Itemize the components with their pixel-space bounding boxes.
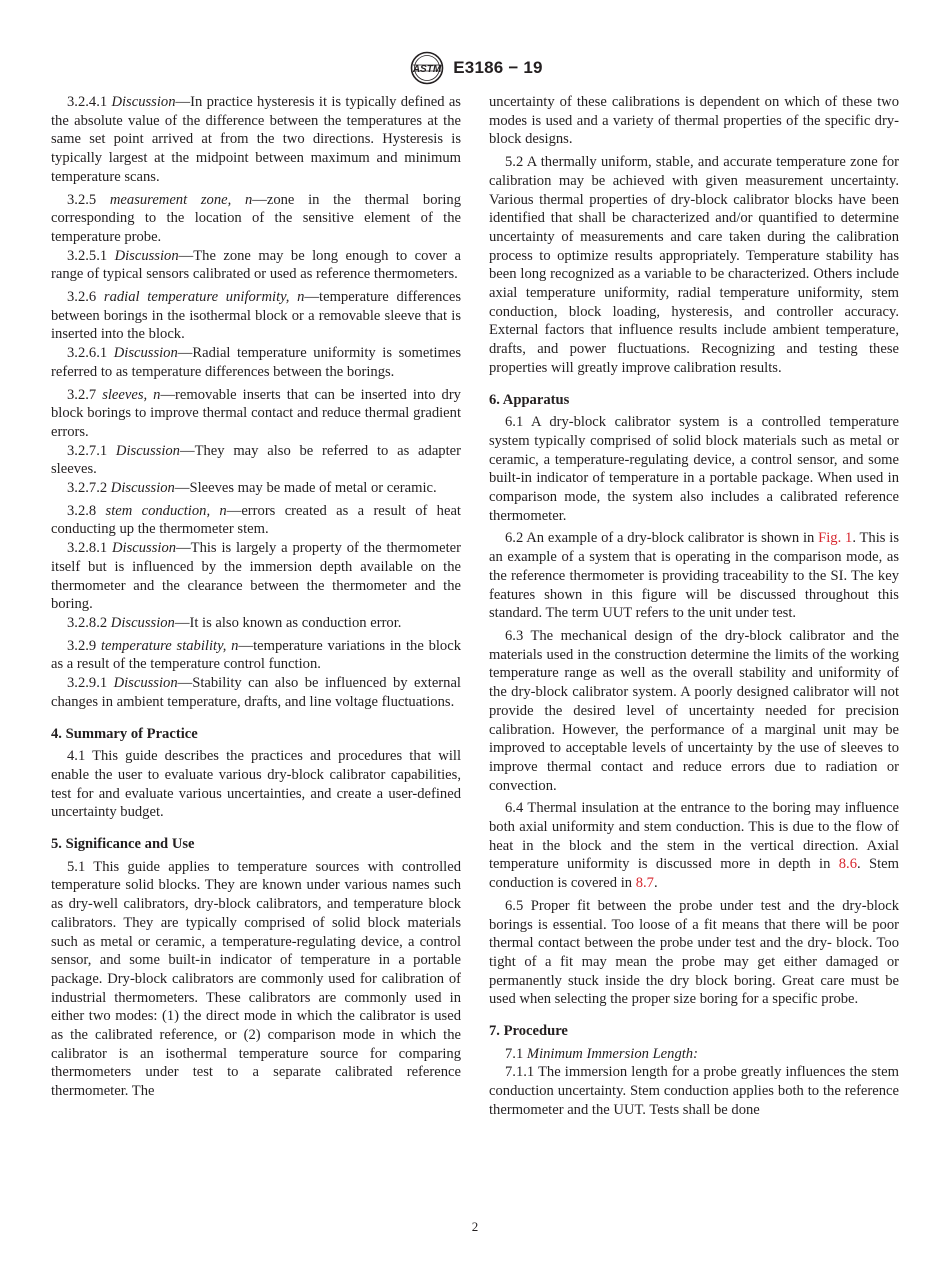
para-3-2-5: 3.2.5 measurement zone, n—zone in the thermal boring corresponding to the location of the sensitive element of the temperature probe. bbox=[51, 191, 462, 245]
page-header bbox=[0, 50, 950, 86]
para-7-1: 7.1 Minimum Immersion Length: bbox=[505, 1045, 698, 1062]
left-column bbox=[51, 93, 461, 1101]
astm-logo bbox=[407, 51, 447, 85]
para-3-2-8-1: 3.2.8.1 Discussion—This is largely a property of the thermometer itself but is influenced by the immersion depth available on the thermometer and the clearance between the thermometer and the boring. bbox=[51, 540, 461, 613]
para-3-2-7: 3.2.7 sleeves, n—removable inserts that can be inserted into dry block borings to improve thermal contact and reduce thermal gradient errors. bbox=[51, 386, 461, 440]
para-6-3: 6.3 The mechanical design of the dry-block calibrator and the materials used in the construction determine the limits of the working temperature range as well as the overall stability and uniformity of the dry-block calibrator system. A poorly designed calibrator will not provide the desired level of uncertainty needed for precision calibration. However, the performance of a marginal unit may be improved to acceptable levels of uncertainty by the use of sleeves to improve thermal contact and reduce errors due to radiation or convection. bbox=[489, 627, 899, 794]
section-heading-6: 6. Apparatus bbox=[489, 391, 570, 408]
para-6-5: 6.5 Proper fit between the probe under test and the dry-block borings is essential. Too loose of a fit means that there will be poor thermal contact between the probe under test and the dry- block. Too tight of a fit may mean the probe may get either damaged or permanently stuck inside the dry block boring. Great care must be used when selecting the proper size boring for a specific probe. bbox=[489, 897, 899, 1008]
document-number: E3186 − 19 bbox=[453, 58, 543, 77]
para-6-4: 6.4 Thermal insulation at the entrance to the boring may influence both axial uniformity and stem conduction. This is due to the flow of heat in the block and the stem in the vertical direction. Axial temperature uniformity is discussed more in depth in 8.6. Stem conduction is covered in 8.7. bbox=[489, 800, 900, 892]
para-4-1: 4.1 This guide describes the practices and procedures that will enable the user to evaluate various dry-block calibrator capabilities, test for and evaluate various uncertainties, and create a user-defined uncertainty budget. bbox=[51, 748, 461, 821]
para-3-2-6-1: 3.2.6.1 Discussion—Radial temperature uniformity is sometimes referred to as temperature differences between the borings. bbox=[51, 345, 462, 380]
section-heading-7: 7. Procedure bbox=[489, 1023, 568, 1040]
para-3-2-9-1: 3.2.9.1 Discussion—Stability can also be influenced by external changes in ambient temperature, drafts, and line voltage fluctuations. bbox=[51, 675, 461, 710]
section-heading-5: 5. Significance and Use bbox=[51, 836, 195, 853]
para-3-2-8: 3.2.8 stem conduction, n—errors created as a result of heat conducting up the thermometer stem. bbox=[51, 502, 461, 538]
para-6-2: 6.2 An example of a dry-block calibrator is shown in Fig. 1. This is an example of a system that is operating in the comparison mode, as the reference thermometer is providing traceability to the SI. The key features shown in this figure will be discussed throughout this standard. The term UUT refers to the unit under test. bbox=[489, 530, 899, 622]
para-3-2-7-2: 3.2.7.2 Discussion—Sleeves may be made of metal or ceramic. bbox=[67, 480, 437, 497]
para-3-2-5-1: 3.2.5.1 Discussion—The zone may be long enough to cover a range of typical sensors calibrated or used as reference thermometers. bbox=[51, 247, 461, 283]
para-5-1: 5.1 This guide applies to temperature sources with controlled temperature solid blocks. They are known under various names such as dry-well calibrators, dry-block calibrators, and temperature block calibrators. They are typically comprised of solid block materials such as metal or ceramic, a temperature-regulating device, a control sensor, and some built-in indicator of temperature in a portable package. Dry-block calibrators are commonly used for calibration of industrial thermometers. These calibrators are commonly used in either two modes: (1) the direct mode in which the calibrator is used as the calibrated reference, or (2) comparison mode in which the calibrator is an isothermal temperature source for comparing thermometers under test to a separate calibrated reference thermometer. The bbox=[51, 858, 461, 1100]
right-column bbox=[489, 93, 899, 1120]
para-3-2-8-2: 3.2.8.2 Discussion—It is also known as conduction error. bbox=[67, 614, 402, 631]
svg-text:ASTM: ASTM bbox=[413, 64, 442, 75]
para-3-2-6: 3.2.6 radial temperature uniformity, n—temperature differences between borings in the isothermal block or a removable sleeve that is inserted into the block. bbox=[51, 289, 461, 343]
para-5-1-continued: uncertainty of these calibrations is dependent on which of these two modes is used and a variety of thermal properties of the specific dry-block designs. bbox=[489, 94, 899, 148]
para-6-1: 6.1 A dry-block calibrator system is a controlled temperature system typically comprised of solid block materials such as metal or ceramic, a temperature-regulating device, a control sensor, and some built-in indicator of temperature in a portable package. When used in comparison mode, the system also includes a calibrated reference thermometer. bbox=[489, 414, 899, 524]
page-number: 2 bbox=[471, 1219, 479, 1234]
para-3-2-9: 3.2.9 temperature stability, n—temperature variations in the block as a result of the temperature control function. bbox=[51, 637, 461, 673]
section-8-7-link[interactable]: 8.7 bbox=[635, 875, 654, 892]
section-heading-4: 4. Summary of Practice bbox=[51, 725, 198, 742]
para-7-1-1: 7.1.1 The immersion length for a probe greatly influences the stem conduction uncertainty. Stem conduction applies both to the reference thermometer and the UUT. Tests shall be done bbox=[489, 1064, 899, 1118]
para-3-2-7-1: 3.2.7.1 Discussion—They may also be referred to as adapter sleeves. bbox=[51, 442, 461, 478]
para-5-2: 5.2 A thermally uniform, stable, and accurate temperature zone for calibration may be achieved with given measurement uncertainty. Various thermal properties of dry-block calibrator blocks have been identified that shall be characterized and/or quantified to determine uncertainty of measurements and care taken during the calibration process to optimize results appropriately. Temperature stability has been long recognized as a variable to be characterized. Others include axial temperature uniformity, radial temperature uniformity, stem conduction, block loading, hysteresis, and controller accuracy. External factors that influence results include ambient temperature, drafts, and power fluctuations. Recognizing and testing these properties will greatly improve calibration results. bbox=[489, 154, 899, 376]
fig-1-link[interactable]: Fig. 1 bbox=[818, 530, 853, 547]
para-3-2-4-1: 3.2.4.1 Discussion—In practice hysteresis it is typically defined as the absolute value of the difference between the temperatures at the same set point arrived at from the two directions. Hysteresis is typically largest at the midpoint between maximum and minimum temperature scans. bbox=[51, 94, 461, 185]
section-8-6-link[interactable]: 8.6 bbox=[838, 856, 857, 873]
